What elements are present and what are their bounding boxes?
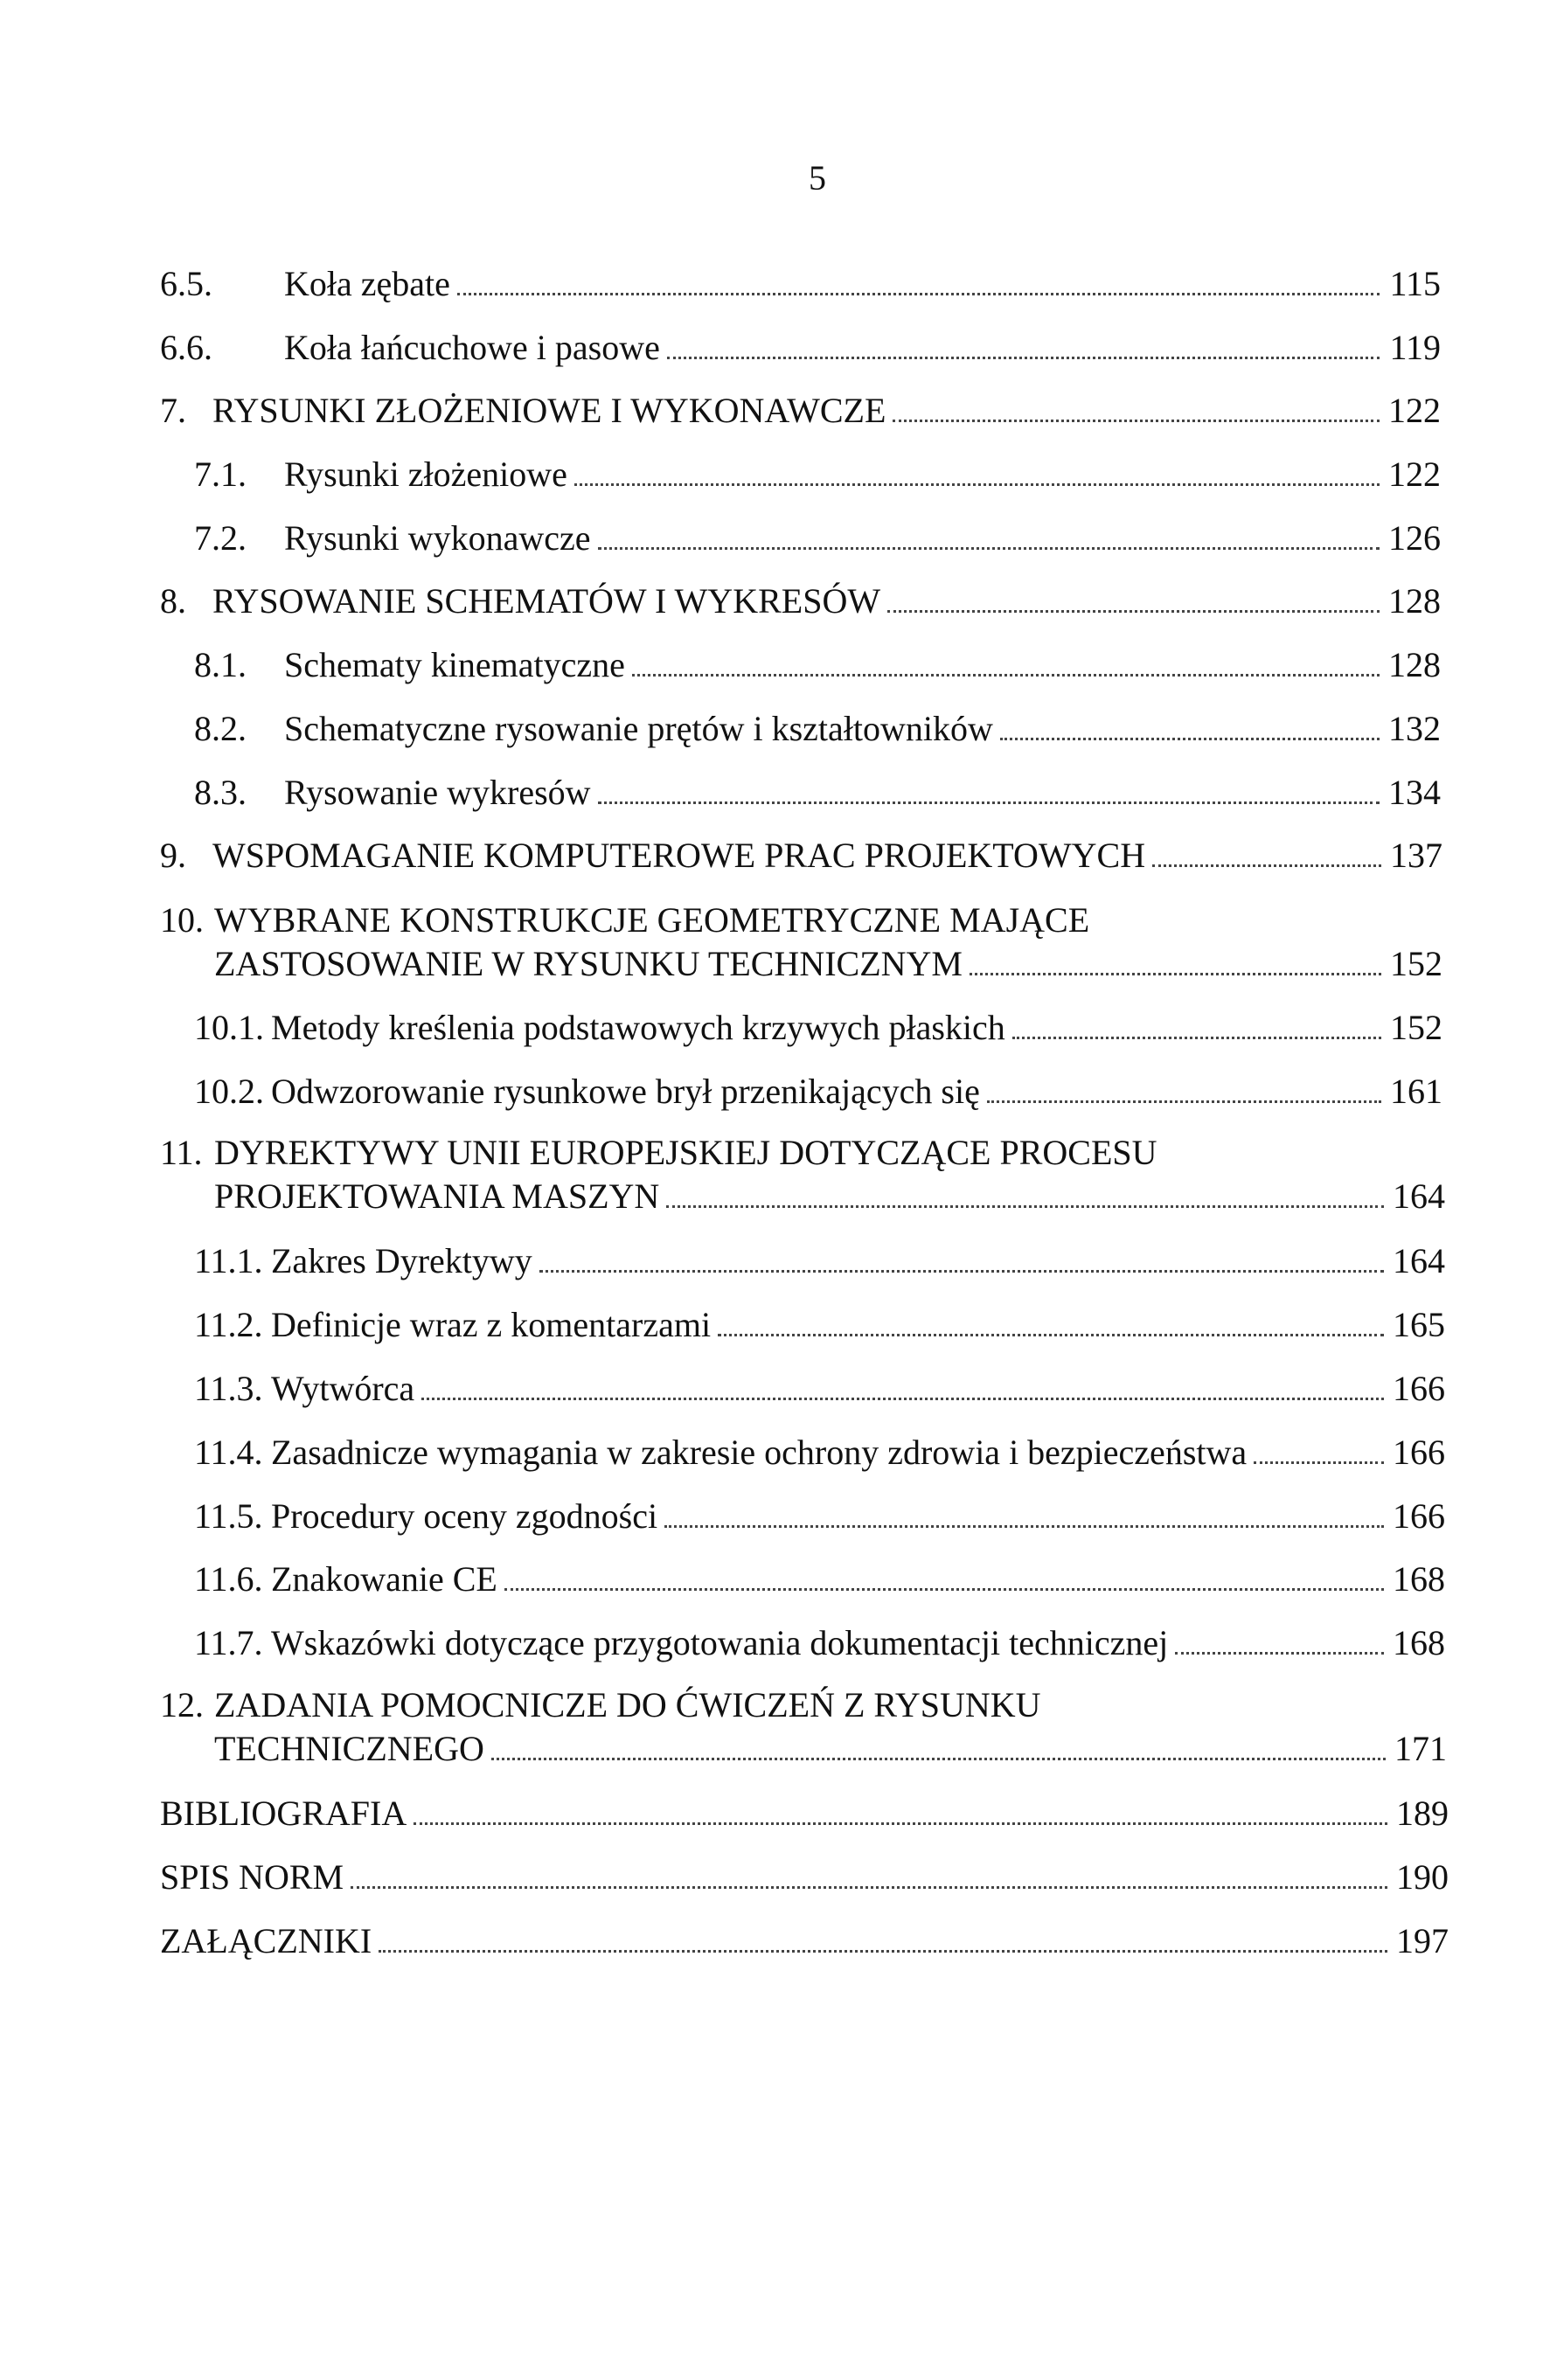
toc-entry-title: Schematy kinematyczne bbox=[284, 645, 625, 684]
toc-entry bbox=[160, 262, 1441, 306]
toc-entry-number: 11. bbox=[160, 1133, 203, 1172]
dot-leader bbox=[351, 1886, 1387, 1889]
toc-entry-number: 11.6. bbox=[194, 1559, 263, 1599]
dot-leader bbox=[1000, 738, 1380, 740]
toc-entry-number: 7. bbox=[160, 391, 186, 430]
toc-entry bbox=[160, 834, 1442, 878]
toc-entry-title: Odwzorowanie rysunkowe brył przenikających się bbox=[271, 1072, 980, 1111]
toc-entry-page: 164 bbox=[1393, 1241, 1445, 1280]
toc-entry-title: Rysunki złożeniowe bbox=[284, 454, 567, 494]
toc-entry-number: 11.1. bbox=[194, 1241, 263, 1280]
toc-entry-title: Koła zębate bbox=[284, 264, 450, 303]
toc-entry-number: 11.3. bbox=[194, 1369, 263, 1408]
toc-entry-number: 10. bbox=[160, 900, 204, 940]
toc-entry-number: 6.6. bbox=[160, 328, 212, 367]
toc-entry-title: Rysowanie wykresów bbox=[284, 773, 591, 812]
toc-entry bbox=[160, 1856, 1449, 1899]
dot-leader bbox=[1254, 1461, 1384, 1464]
toc-entry-page: 189 bbox=[1396, 1794, 1449, 1833]
toc-entry bbox=[194, 517, 1441, 560]
toc-entry bbox=[160, 1683, 1447, 1771]
toc-entry-title-line2: TECHNICZNEGO bbox=[214, 1729, 484, 1768]
toc-entry bbox=[194, 1303, 1445, 1347]
dot-leader bbox=[1175, 1652, 1384, 1655]
toc-entry-number: 9. bbox=[160, 836, 186, 875]
toc-entry bbox=[160, 899, 1442, 986]
dot-leader bbox=[667, 357, 1380, 359]
toc-entry-number: 10.2. bbox=[194, 1072, 264, 1111]
toc-entry-page: 190 bbox=[1396, 1857, 1449, 1897]
toc-entry-number: 11.2. bbox=[194, 1305, 263, 1344]
toc-entry bbox=[194, 1367, 1445, 1411]
dot-leader bbox=[887, 610, 1380, 613]
dot-leader bbox=[598, 801, 1380, 804]
toc-entry-page: 164 bbox=[1393, 1176, 1445, 1216]
toc-entry bbox=[194, 707, 1441, 751]
toc-entry-number: 11.7. bbox=[194, 1623, 263, 1662]
toc-entry-title: Wskazówki dotyczące przygotowania dokumentacji technicznej bbox=[271, 1623, 1169, 1662]
toc-entry-title: Metody kreślenia podstawowych krzywych płaskich bbox=[271, 1008, 1005, 1047]
dot-leader bbox=[718, 1334, 1384, 1336]
toc-entry-page: 197 bbox=[1396, 1921, 1449, 1960]
toc-entry-number: 8.2. bbox=[194, 709, 247, 748]
toc-entry bbox=[194, 1431, 1445, 1474]
toc-entry-page: 137 bbox=[1390, 836, 1442, 875]
dot-leader bbox=[664, 1525, 1384, 1528]
toc-entry-page: 132 bbox=[1388, 709, 1441, 748]
toc-entry-title: Zakres Dyrektywy bbox=[271, 1241, 532, 1280]
toc-entry-title-line2: ZASTOSOWANIE W RYSUNKU TECHNICZNYM bbox=[214, 944, 963, 983]
toc-entry-page: 122 bbox=[1388, 454, 1441, 494]
toc-entry-page: 161 bbox=[1390, 1072, 1442, 1111]
toc-entry bbox=[194, 1006, 1442, 1050]
dot-leader bbox=[421, 1398, 1384, 1400]
dot-leader bbox=[457, 293, 1380, 295]
toc-entry bbox=[194, 453, 1441, 496]
toc-entry bbox=[160, 1131, 1445, 1218]
toc-entry-page: 134 bbox=[1388, 773, 1441, 812]
toc-entry bbox=[160, 1792, 1449, 1835]
toc-entry bbox=[194, 1239, 1445, 1283]
toc-entry-title: Rysunki wykonawcze bbox=[284, 518, 591, 558]
toc-entry-page: 122 bbox=[1388, 391, 1441, 430]
toc-entry-page: 166 bbox=[1393, 1369, 1445, 1408]
toc-entry-title-line1: WYBRANE KONSTRUKCJE GEOMETRYCZNE MAJĄCE bbox=[214, 900, 1090, 940]
dot-leader bbox=[632, 674, 1380, 677]
dot-leader bbox=[504, 1588, 1384, 1591]
toc-entry-title: RYSOWANIE SCHEMATÓW I WYKRESÓW bbox=[212, 581, 881, 621]
dot-leader bbox=[491, 1758, 1386, 1760]
toc-entry-title: WSPOMAGANIE KOMPUTEROWE PRAC PROJEKTOWYCH bbox=[212, 836, 1146, 875]
toc-entry-title-line1: DYREKTYWY UNII EUROPEJSKIEJ DOTYCZĄCE PROCESU bbox=[214, 1133, 1157, 1172]
toc-entry-number: 8.3. bbox=[194, 773, 247, 812]
toc-entry-page: 126 bbox=[1388, 518, 1441, 558]
dot-leader bbox=[1152, 864, 1381, 867]
toc-entry bbox=[194, 1070, 1442, 1114]
toc-entry-number: 10.1. bbox=[194, 1008, 264, 1047]
toc-entry-title: SPIS NORM bbox=[160, 1857, 344, 1897]
toc-entry-page: 128 bbox=[1388, 645, 1441, 684]
toc-entry-title: Procedury oceny zgodności bbox=[271, 1496, 658, 1536]
toc-entry bbox=[194, 1495, 1445, 1538]
toc-entry-number: 7.2. bbox=[194, 518, 247, 558]
toc-entry bbox=[194, 771, 1441, 815]
toc-entry-title: Znakowanie CE bbox=[271, 1559, 497, 1599]
toc-entry-page: 168 bbox=[1393, 1623, 1445, 1662]
toc-entry bbox=[160, 389, 1441, 433]
toc-entry bbox=[194, 643, 1441, 687]
toc-entry bbox=[194, 1558, 1445, 1601]
toc-entry-number: 8.1. bbox=[194, 645, 247, 684]
toc-entry bbox=[160, 1919, 1449, 1963]
toc-entry-title-line2: PROJEKTOWANIA MASZYN bbox=[214, 1176, 660, 1216]
toc-entry-page: 115 bbox=[1389, 264, 1441, 303]
dot-leader bbox=[414, 1822, 1387, 1825]
toc-entry-number: 11.5. bbox=[194, 1496, 263, 1536]
toc-entry-page: 171 bbox=[1394, 1729, 1447, 1768]
dot-leader bbox=[987, 1100, 1381, 1103]
toc-entry-page: 152 bbox=[1390, 944, 1442, 983]
toc-entry-page: 166 bbox=[1393, 1496, 1445, 1536]
toc-entry bbox=[160, 579, 1441, 623]
toc-entry-page: 165 bbox=[1393, 1305, 1445, 1344]
toc-entry-page: 166 bbox=[1393, 1433, 1445, 1472]
dot-leader bbox=[1012, 1037, 1381, 1039]
toc-entry bbox=[194, 1621, 1445, 1665]
dot-leader bbox=[970, 973, 1381, 975]
toc-entry-page: 168 bbox=[1393, 1559, 1445, 1599]
toc-entry bbox=[160, 326, 1441, 370]
dot-leader bbox=[666, 1205, 1384, 1208]
toc-entry-number: 8. bbox=[160, 581, 186, 621]
toc-entry-title: Schematyczne rysowanie prętów i kształtowników bbox=[284, 709, 993, 748]
toc-entry-title-line1: ZADANIA POMOCNICZE DO ĆWICZEŃ Z RYSUNKU bbox=[214, 1685, 1041, 1724]
toc-entry-title: BIBLIOGRAFIA bbox=[160, 1794, 407, 1833]
page-number: 5 bbox=[809, 158, 826, 198]
toc-entry-title: RYSUNKI ZŁOŻENIOWE I WYKONAWCZE bbox=[212, 391, 886, 430]
toc-entry-number: 6.5. bbox=[160, 264, 212, 303]
dot-leader bbox=[539, 1270, 1384, 1273]
toc-entry-page: 119 bbox=[1389, 328, 1441, 367]
toc-entry-title: ZAŁĄCZNIKI bbox=[160, 1921, 372, 1960]
toc-entry-number: 12. bbox=[160, 1685, 204, 1724]
toc-entry-title: Wytwórca bbox=[271, 1369, 415, 1408]
dot-leader bbox=[379, 1950, 1387, 1953]
toc-entry-number: 11.4. bbox=[194, 1433, 263, 1472]
toc-entry-number: 7.1. bbox=[194, 454, 247, 494]
dot-leader bbox=[893, 420, 1380, 422]
toc-entry-page: 128 bbox=[1388, 581, 1441, 621]
toc-entry-page: 152 bbox=[1390, 1008, 1442, 1047]
dot-leader bbox=[598, 547, 1380, 550]
toc-entry-title: Definicje wraz z komentarzami bbox=[271, 1305, 712, 1344]
dot-leader bbox=[574, 483, 1380, 486]
toc-entry-title: Zasadnicze wymagania w zakresie ochrony zdrowia i bezpieczeństwa bbox=[271, 1433, 1248, 1472]
toc-entry-title: Koła łańcuchowe i pasowe bbox=[284, 328, 660, 367]
